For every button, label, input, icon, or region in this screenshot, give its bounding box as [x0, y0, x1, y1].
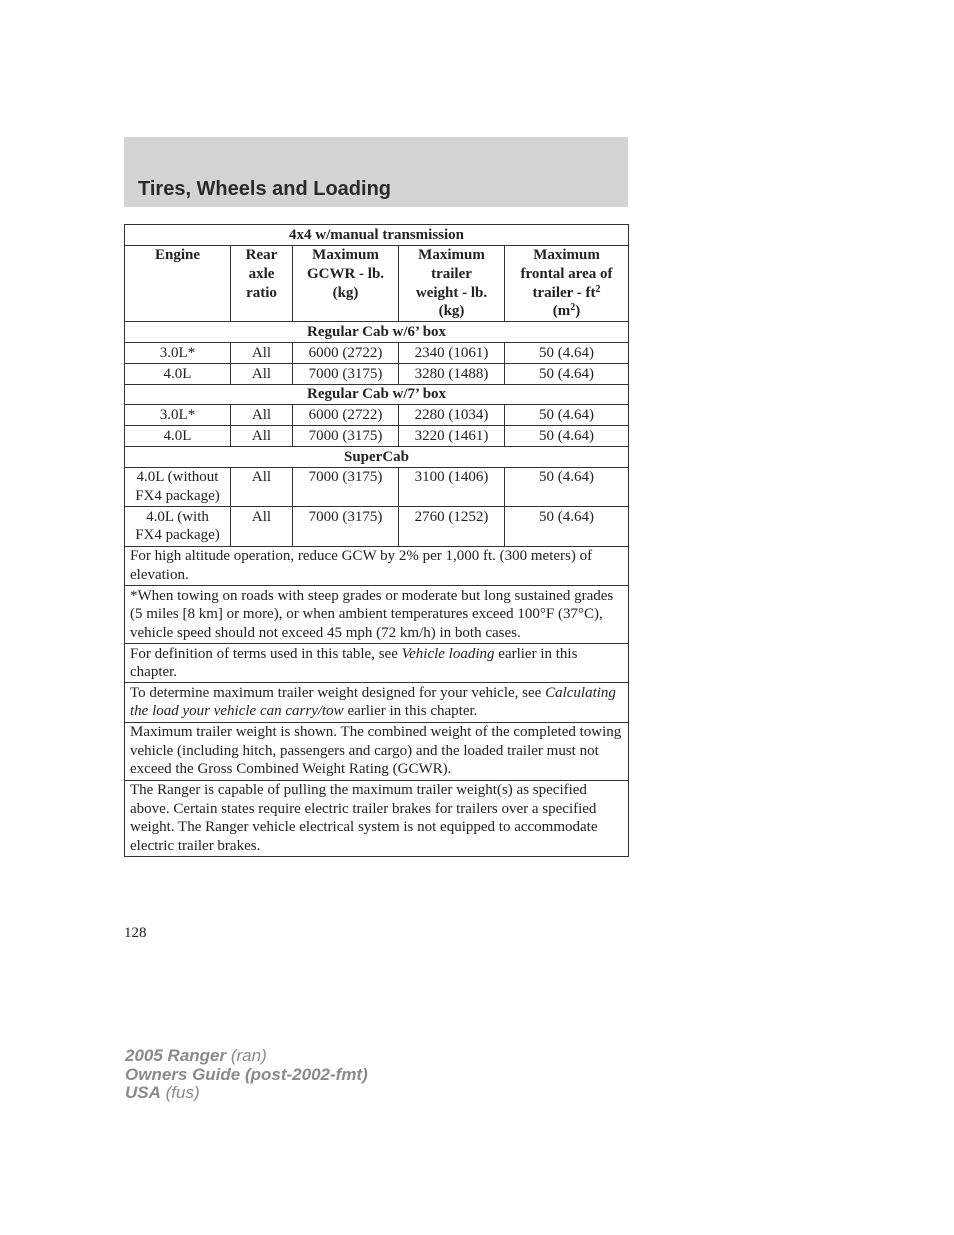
towing-spec-table [124, 224, 629, 857]
frontal-area-cell: 50 (4.64) [505, 363, 629, 384]
col-trailer-weight-header: Maximum trailer weight - lb. (kg) [399, 245, 505, 322]
ratio-cell: All [231, 363, 293, 384]
note-row [125, 643, 629, 682]
table-row [125, 363, 629, 384]
ratio-cell: All [231, 405, 293, 426]
note-cell [125, 683, 629, 722]
note-cell [125, 780, 629, 857]
note-row [125, 546, 629, 585]
ratio-cell: All [231, 507, 293, 546]
note-row [125, 585, 629, 643]
engine-cell [125, 343, 231, 364]
gcwr-cell: 7000 (3175) [293, 426, 399, 447]
ratio-cell: All [231, 467, 293, 506]
note-reference: Vehicle loading [401, 645, 495, 662]
note-text: For definition of terms used in this table, see [130, 645, 402, 662]
trailer-weight-cell: 2760 (1252) [399, 507, 505, 546]
col-ratio-header: Rear axle ratio [231, 245, 293, 322]
trailer-weight-cell: 2340 (1061) [399, 343, 505, 364]
engine-line: FX4 package) [135, 527, 220, 544]
engine-line: 4.0L [163, 427, 192, 444]
note-text: To determine maximum trailer weight designed for your vehicle, see [130, 684, 546, 701]
note-row [125, 780, 629, 857]
note-text: Maximum trailer weight is shown. The combined weight of the completed towing vehicle (including hitch, passengers and cargo) and the loaded trailer must not exceed the Gross Combined Weight Rating (GCWR). [130, 724, 622, 778]
table-row [125, 426, 629, 447]
frontal-area-cell: 50 (4.64) [505, 405, 629, 426]
gcwr-cell: 7000 (3175) [293, 467, 399, 506]
table-row [125, 467, 629, 506]
note-text: *When towing on roads with steep grades or moderate but long sustained grades (5 miles [8 km] or more), or when ambient temperatures exceed 100°F (37°C), vehicle speed should not exceed 45 mph (72 km/h) in both cases. [130, 587, 614, 641]
col-engine-header: Engine [125, 245, 231, 322]
note-text: For high altitude operation, reduce GCW by 2% per 1,000 ft. (300 meters) of elevation. [130, 548, 593, 583]
table-row [125, 507, 629, 546]
gcwr-cell: 7000 (3175) [293, 507, 399, 546]
section-row [125, 384, 629, 405]
gcwr-cell: 7000 (3175) [293, 363, 399, 384]
frontal-area-cell: 50 (4.64) [505, 343, 629, 364]
note-text-after: earlier in this chapter. [343, 703, 478, 720]
note-cell [125, 643, 629, 682]
section-title: SuperCab [125, 447, 629, 468]
engine-line: FX4 package) [135, 488, 220, 504]
engine-cell [125, 363, 231, 384]
engine-cell [125, 507, 231, 546]
table-title: 4x4 w/manual transmission [125, 225, 629, 246]
section-header-band [124, 137, 628, 207]
engine-cell [125, 467, 231, 506]
col-frontal-area-header: Maximum frontal area of trailer - $ft^2$ $(m^2)$ [505, 245, 629, 322]
section-title: Regular Cab w/6’ box [125, 322, 629, 343]
engine-cell [125, 405, 231, 426]
frontal-area-cell: 50 (4.64) [505, 467, 629, 506]
note-reference: Calculating the load your vehicle can carry/tow [130, 684, 616, 720]
frontal-area-cell: 50 (4.64) [505, 507, 629, 546]
note-text: The Ranger is capable of pulling the maximum trailer weight(s) as specified above. Certain states require electric trailer brakes for trailers over a specified weight. The Ranger vehicle electrical system is not equipped to accommodate electric trailer brakes. [130, 782, 598, 854]
trailer-weight-cell: 3100 (1406) [399, 467, 505, 506]
ratio-cell: All [231, 426, 293, 447]
ratio-cell: All [231, 343, 293, 364]
section-row [125, 447, 629, 468]
frontal-area-cell: 50 (4.64) [505, 426, 629, 447]
gcwr-cell: 6000 (2722) [293, 343, 399, 364]
section-title: Tires, Wheels and Loading [138, 178, 392, 200]
table-row [125, 343, 629, 364]
column-headers [125, 245, 629, 322]
col-gcwr-header: Maximum GCWR - lb. (kg) [293, 245, 399, 322]
note-row [125, 722, 629, 780]
engine-cell [125, 426, 231, 447]
note-text-after: earlier in this chapter. [130, 645, 578, 681]
section-row [125, 322, 629, 343]
engine-line: 3.0L* [159, 344, 196, 361]
page-number: 128 [124, 925, 147, 941]
section-title: Regular Cab w/7’ box [125, 384, 629, 405]
trailer-weight-cell: 3280 (1488) [399, 363, 505, 384]
trailer-weight-cell: 2280 (1034) [399, 405, 505, 426]
engine-line: 4.0L (without [136, 469, 219, 486]
trailer-weight-cell: 3220 (1461) [399, 426, 505, 447]
engine-line: 4.0L (with [146, 508, 209, 525]
table-row [125, 405, 629, 426]
note-cell [125, 585, 629, 643]
engine-line: 3.0L* [159, 407, 196, 424]
note-cell [125, 546, 629, 585]
note-cell [125, 722, 629, 780]
gcwr-cell: 6000 (2722) [293, 405, 399, 426]
engine-line: 4.0L [163, 365, 192, 382]
document-footer: 2005 Ranger (ran) Owners Guide (post-2002-fmt) USA (fus) [125, 1046, 368, 1102]
note-row [125, 683, 629, 722]
